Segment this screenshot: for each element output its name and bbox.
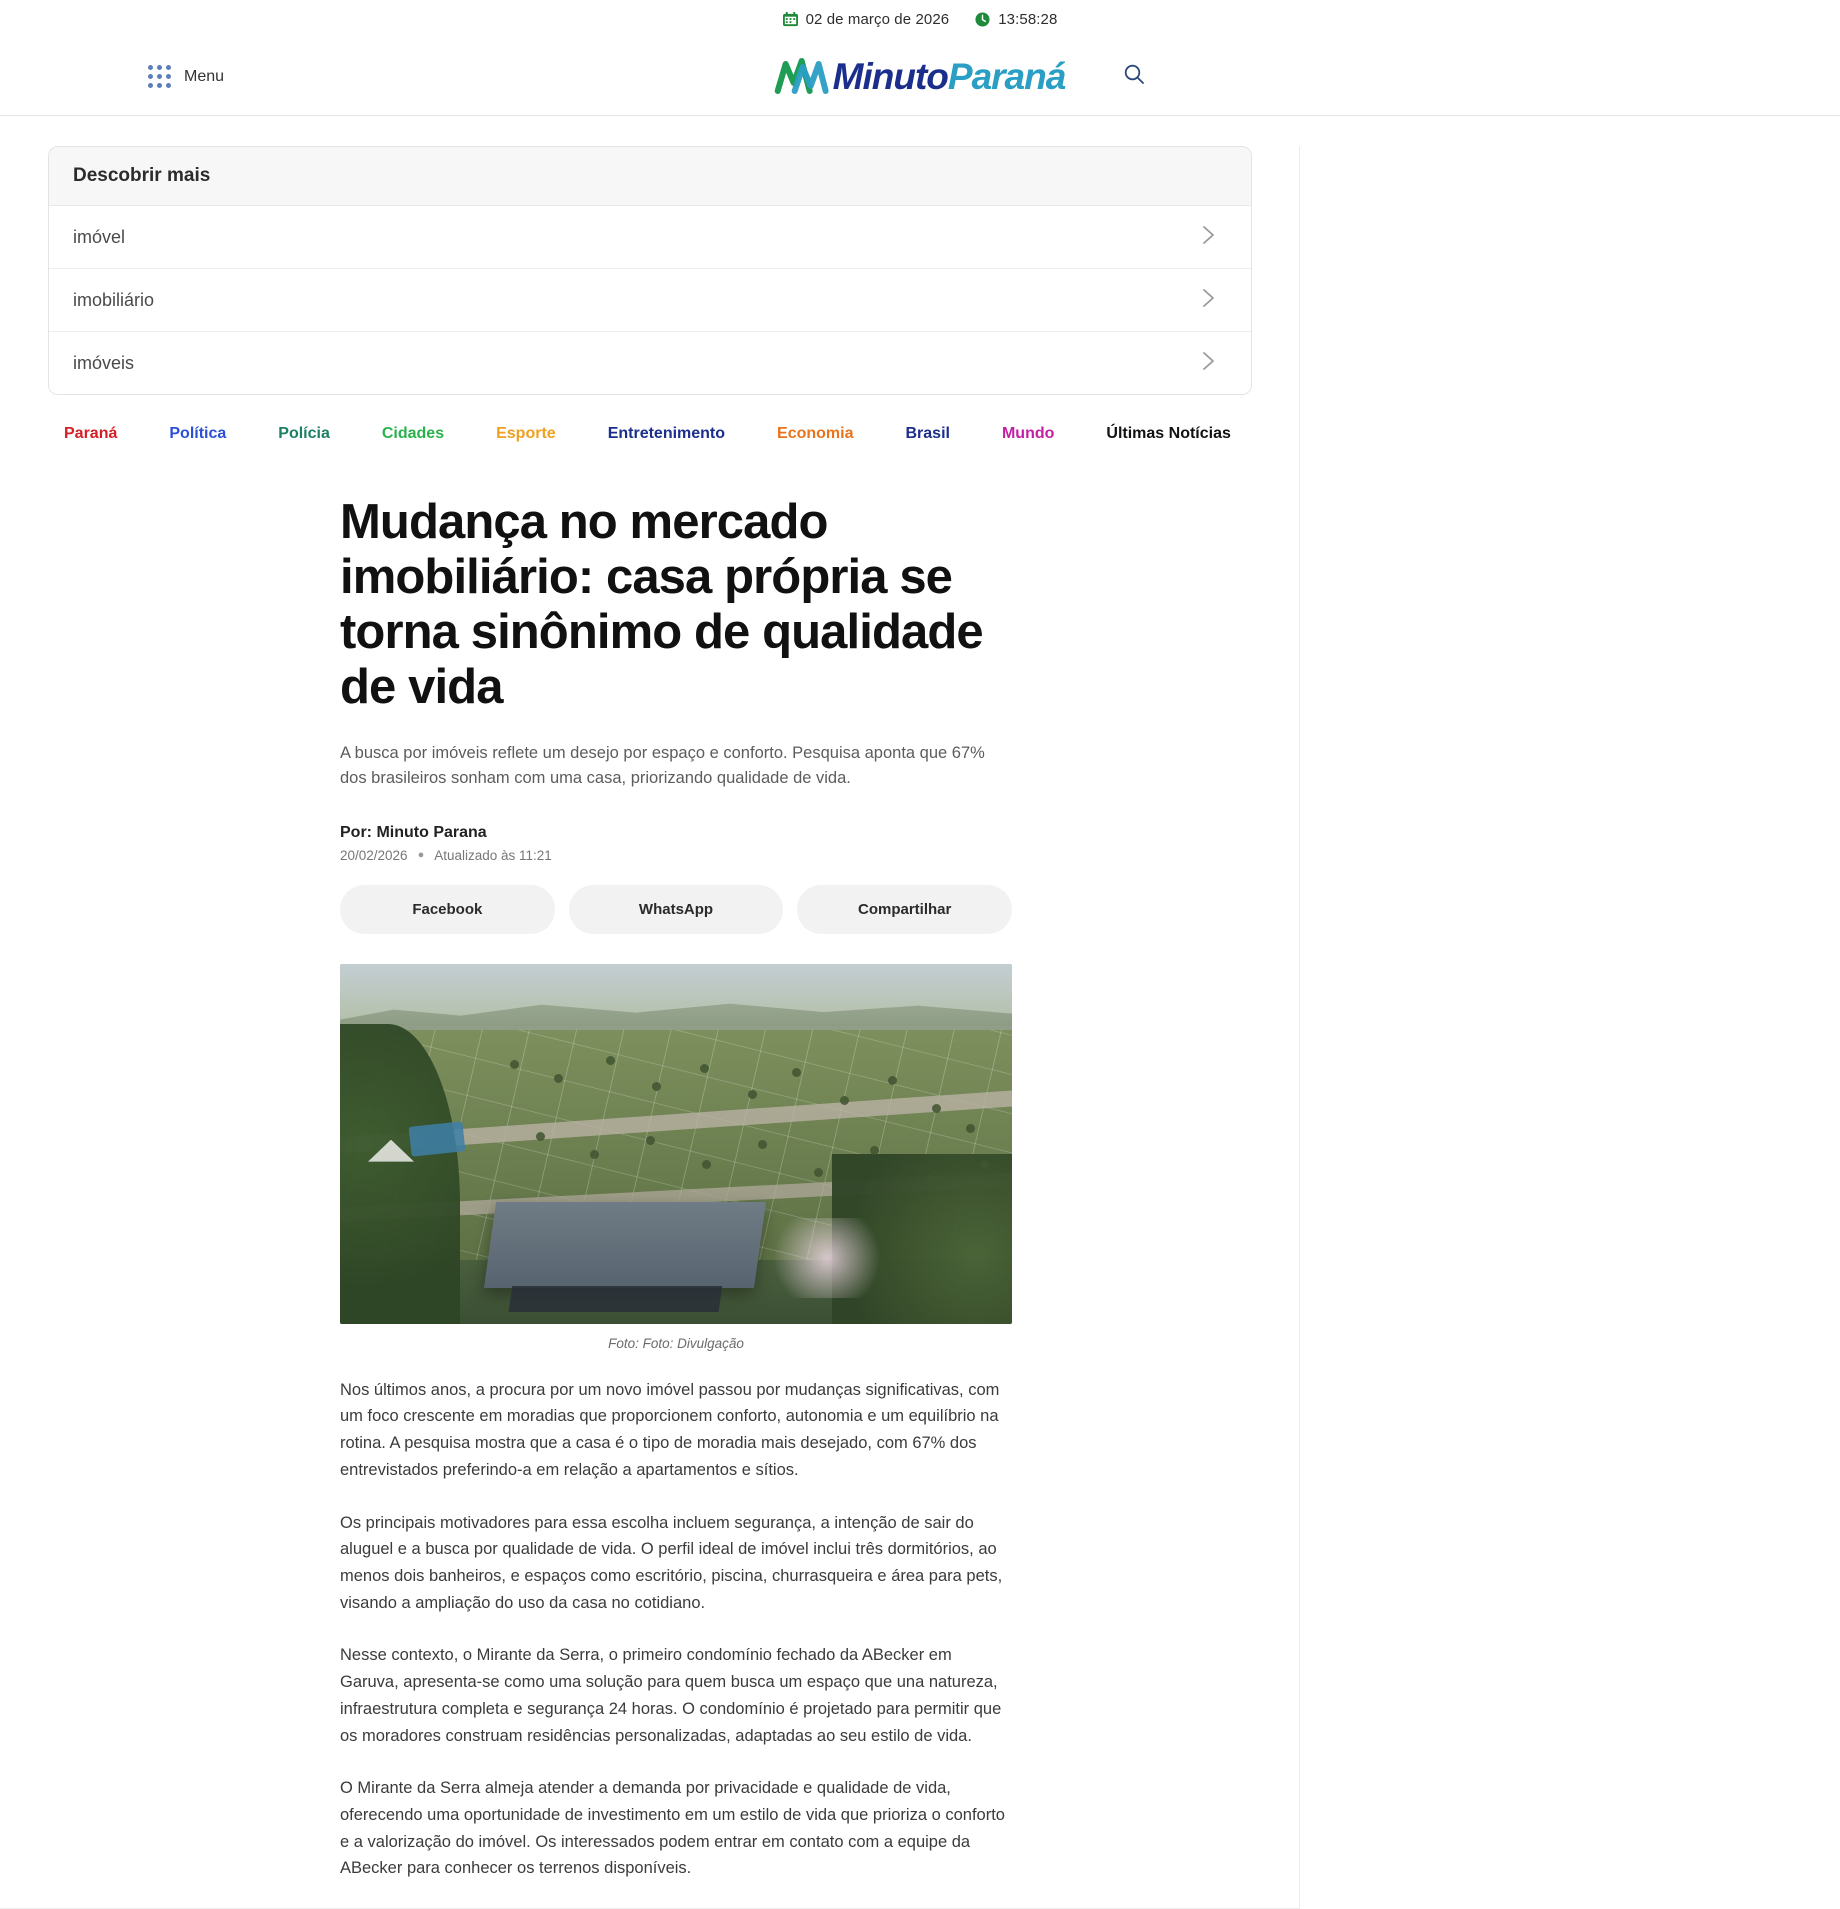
- content-frame: [0, 146, 1300, 1909]
- article-paragraph: Os principais motivadores para essa escolha incluem segurança, a intenção de sair do aluguel e a busca por qualidade de vida. O perfil ideal de imóvel inclui três dormitórios, ao menos dois banheiros, e espaços como escritório, piscina, churrasqueira e área para pets, visando a ampliação do uso da casa no cotidiano.: [340, 1513, 1003, 1612]
- site-logo[interactable]: [775, 57, 1066, 97]
- chevron-right-icon: [1202, 225, 1227, 249]
- discover-item-imovel[interactable]: [49, 206, 1251, 269]
- article-paragraph: O Mirante da Serra almeja atender a demanda por privacidade e qualidade de vida, oferecendo uma oportunidade de investimento em um estilo de vida que prioriza o conforto e a valorização do imóvel. Os interessados podem entrar em contato com a equipe da ABecker para conhecer os terrenos disponíveis.: [340, 1779, 1005, 1878]
- article: [340, 469, 1012, 1882]
- search-button[interactable]: [1118, 61, 1150, 93]
- article-standfirst: A busca por imóveis reflete um desejo por espaço e conforto. Pesquisa aponta que 67% dos brasileiros sonham com uma casa, priorizando qualidade de vida.: [340, 743, 985, 788]
- image-tree-cluster: [340, 964, 1012, 1324]
- brand-part-minuto: Minuto: [832, 56, 948, 97]
- nav-item-politica[interactable]: Política: [169, 425, 227, 442]
- article-hero-image: [340, 964, 1012, 1324]
- nav-item-mundo[interactable]: Mundo: [1001, 425, 1055, 442]
- discover-item-imoveis[interactable]: [49, 332, 1251, 394]
- share-whatsapp-button[interactable]: WhatsApp: [569, 885, 784, 934]
- bullet-separator-icon: ●: [417, 849, 425, 862]
- brand-wordmark: [833, 58, 1066, 95]
- discover-item-label: imobiliário: [73, 289, 155, 310]
- site-header: [0, 38, 1840, 116]
- search-icon: [1123, 63, 1145, 90]
- article-byline: Por: Minuto Parana: [340, 823, 487, 841]
- article-figure: [340, 964, 1012, 1351]
- brand-part-parana: Paraná: [947, 56, 1066, 97]
- share-facebook-button[interactable]: Facebook: [340, 885, 555, 934]
- chevron-right-icon: [1202, 351, 1227, 375]
- nav-item-economia[interactable]: Economia: [777, 425, 854, 442]
- main-navigation: [0, 395, 1299, 469]
- image-caption: Foto: Foto: Divulgação: [608, 1335, 744, 1351]
- menu-label: Menu: [184, 67, 225, 85]
- article-body: [340, 1377, 1012, 1883]
- nav-item-entretenimento[interactable]: Entretenimento: [607, 425, 726, 442]
- grid-menu-icon: [148, 65, 171, 88]
- nav-item-esporte[interactable]: Esporte: [496, 425, 556, 442]
- discover-more-box: [48, 146, 1252, 395]
- menu-button[interactable]: [148, 65, 224, 88]
- nav-item-brasil[interactable]: Brasil: [905, 425, 950, 442]
- nav-item-parana[interactable]: Paraná: [64, 425, 118, 442]
- nav-item-cidades[interactable]: Cidades: [381, 425, 445, 442]
- page-title: Mudança no mercado imobiliário: casa própria se torna sinônimo de qualidade de vida: [340, 495, 983, 714]
- discover-item-imobiliario[interactable]: [49, 269, 1251, 332]
- nav-item-ultimas-noticias[interactable]: Últimas Notícias: [1106, 425, 1231, 442]
- calendar-icon: [783, 12, 798, 27]
- discover-more-title: Descobrir mais: [49, 147, 1251, 206]
- clock-icon: [975, 12, 990, 27]
- chevron-right-icon: [1202, 288, 1227, 312]
- article-paragraph: Nesse contexto, o Mirante da Serra, o primeiro condomínio fechado da ABecker em Garuva, apresenta-se como uma solução para quem busca um espaço que una natureza, infraestrutura completa e segurança 24 horas. O condomínio é projetado para permitir que os moradores construam residências personalizadas, adaptadas ao seu estilo de vida.: [340, 1646, 1002, 1745]
- share-generic-button[interactable]: Compartilhar: [797, 885, 1012, 934]
- article-paragraph: Nos últimos anos, a procura por um novo imóvel passou por mudanças significativas, com um foco crescente em moradias que proporcionem conforto, autonomia e um equilíbrio na rotina. A pesquisa mostra que a casa é o tipo de moradia mais desejado, com 67% dos entrevistados preferindo-a em relação a apartamentos e sítios.: [340, 1380, 1000, 1479]
- nav-item-policia[interactable]: Polícia: [278, 425, 330, 442]
- discover-item-label: imóveis: [73, 352, 135, 373]
- article-dateline: [340, 848, 1012, 863]
- publish-date: 20/02/2026: [340, 847, 408, 863]
- current-time: 13:58:28: [998, 10, 1058, 28]
- current-date: 02 de março de 2026: [805, 10, 950, 28]
- minuto-parana-logo-icon: [775, 57, 829, 97]
- date-time-bar: [0, 0, 1840, 38]
- updated-time: Atualizado às 11:21: [434, 847, 552, 863]
- discover-item-label: imóvel: [73, 226, 126, 247]
- share-bar: [340, 885, 1012, 934]
